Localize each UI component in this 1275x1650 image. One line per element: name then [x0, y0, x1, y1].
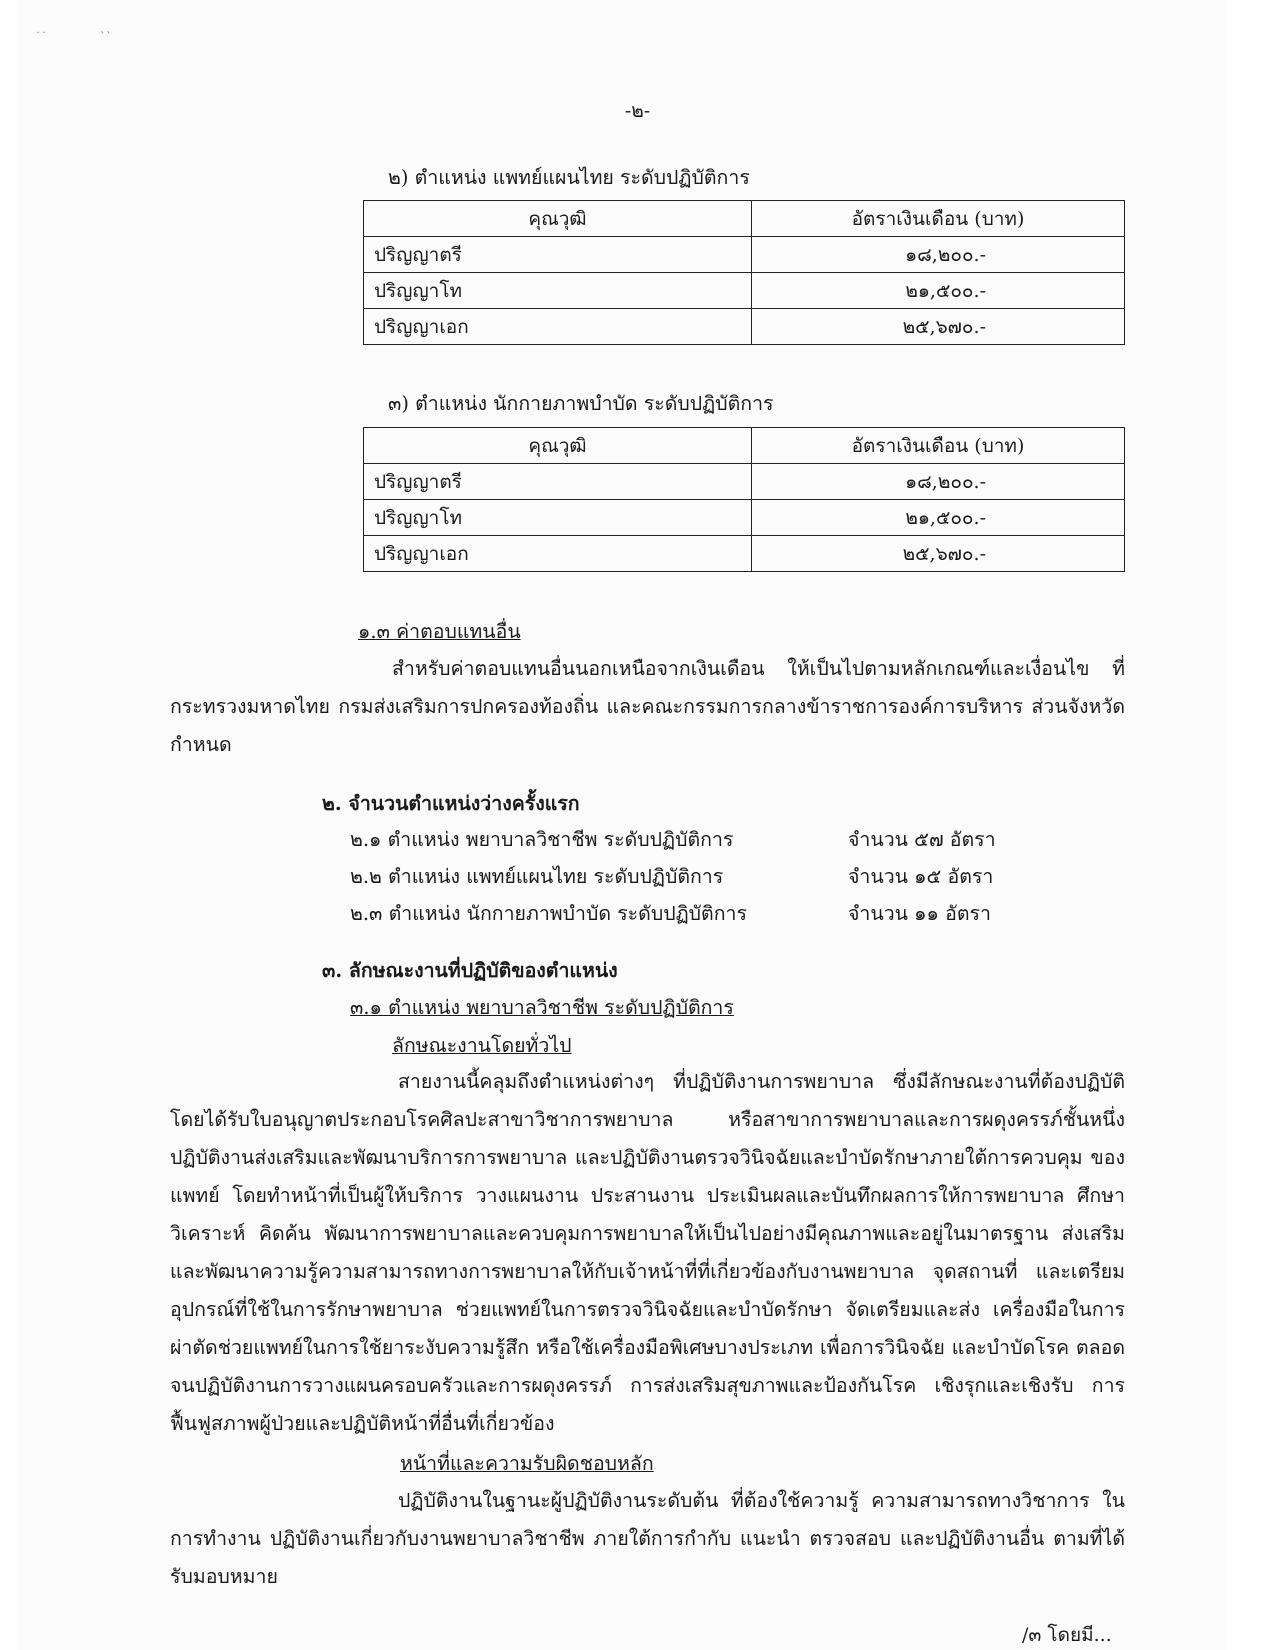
table-row — [364, 273, 1125, 309]
salary-table-thai-traditional-medicine — [363, 200, 1125, 345]
qualification-cell: ปริญญาโท — [364, 500, 752, 536]
table-row — [364, 500, 1125, 536]
table-header-row — [364, 201, 1125, 237]
qualification-cell: ปริญญาโท — [364, 273, 752, 309]
page-number: -๒- — [624, 100, 651, 122]
salary-cell: ๒๕,๖๗๐.- — [752, 536, 1125, 572]
salary-cell: ๒๑,๕๐๐.- — [752, 500, 1125, 536]
vacancy-count: จำนวน ๕๗ อัตรา — [848, 828, 996, 851]
vacancy-position: ๒.๓ ตำแหน่ง นักกายภาพบำบัด ระดับปฏิบัติการ — [350, 902, 747, 925]
heading-2: ๒. จำนวนตำแหน่งว่างครั้งแรก — [322, 792, 580, 815]
table-row — [364, 536, 1125, 572]
subheading-main-responsibilities: หน้าที่และความรับผิดชอบหลัก — [400, 1452, 654, 1475]
column-header-salary: อัตราเงินเดือน (บาท) — [752, 201, 1125, 237]
qualification-cell: ปริญญาเอก — [364, 536, 752, 572]
salary-cell: ๑๘,๒๐๐.- — [752, 237, 1125, 273]
paragraph-main-responsibilities — [170, 1482, 1125, 1596]
vacancy-position: ๒.๒ ตำแหน่ง แพทย์แผนไทย ระดับปฏิบัติการ — [350, 865, 724, 888]
scan-artifact: ˙˙ — [35, 30, 47, 44]
vacancy-count: จำนวน ๑๑ อัตรา — [848, 902, 991, 925]
qualification-cell: ปริญญาเอก — [364, 309, 752, 345]
column-header-qualification: คุณวุฒิ — [364, 428, 752, 464]
column-header-salary: อัตราเงินเดือน (บาท) — [752, 428, 1125, 464]
paragraph-text: ปฏิบัติงานในฐานะผู้ปฏิบัติงานระดับต้น ที่ต้องใช้ความรู้ ความสามารถทางวิชาการ ในการทำงาน ปฏิบัติงานเกี่ยวกับงานพยาบาลวิชาชีพ ภายใต้การกำกับ แนะนำ ตรวจสอบ และปฏิบัติงานอื่น ตามที่ได้รับมอบหมาย — [170, 1489, 1125, 1588]
table-row — [364, 464, 1125, 500]
section-3-title: ๓) ตำแหน่ง นักกายภาพบำบัด ระดับปฏิบัติการ — [388, 392, 774, 415]
paragraph-general-duties — [170, 1063, 1125, 1443]
table-row — [364, 309, 1125, 345]
scan-artifact: `` — [100, 30, 112, 44]
heading-1-3: ๑.๓ ค่าตอบแทนอื่น — [358, 620, 521, 643]
paragraph-text: สายงานนี้คลุมถึงตำแหน่งต่างๆ ที่ปฏิบัติงานการพยาบาล ซึ่งมีลักษณะงานที่ต้องปฏิบัติ โดยได้รับใบอนุญาตประกอบโรคศิลปะสาขาวิชาการพยาบาล หรือสาขาการพยาบาลและการผดุงครรภ์ชั้นหนึ่ง ปฏิบัติงานส่งเสริมและพัฒนาบริการการพยาบาล และปฏิบัติงานตรวจวินิจฉัยและบำบัดรักษาภายใต้การควบคุม ของแพทย์ โดยทำหน้าที่เป็นผู้ให้บริการ วางแผนงาน ประสานงาน ประเมินผลและบันทึกผลการให้การพยาบาล ศึกษา วิเคราะห์ คิดค้น พัฒนาการพยาบาลและควบคุมการพยาบาลให้เป็นไปอย่างมีคุณภาพและอยู่ในมาตรฐาน ส่งเสริมและพัฒนาความรู้ความสามารถทางการพยาบาลให้กับเจ้าหน้าที่ที่เกี่ยวข้องกับงานพยาบาล จุดสถานที่ และเตรียมอุปกรณ์ที่ใช้ในการรักษาพยาบาล ช่วยแพทย์ในการตรวจวินิจฉัยและบำบัดรักษา จัดเตรียมและส่ง เครื่องมือในการผ่าตัดช่วยแพทย์ในการใช้ยาระงับความรู้สึก หรือใช้เครื่องมือพิเศษบางประเภท เพื่อการวินิจฉัย และบำบัดโรค ตลอดจนปฏิบัติงานการวางแผนครอบครัวและการผดุงครรภ์ การส่งเสริมสุขภาพและป้องกันโรค เชิงรุกและเชิงรับ การฟื้นฟูสภาพผู้ป่วยและปฏิบัติหน้าที่อื่นที่เกี่ยวข้อง — [170, 1070, 1125, 1435]
paragraph-other-compensation — [170, 650, 1125, 764]
subheading-general-duties: ลักษณะงานโดยทั่วไป — [392, 1034, 572, 1057]
paragraph-text: สำหรับค่าตอบแทนอื่นนอกเหนือจากเงินเดือน ให้เป็นไปตามหลักเกณฑ์และเงื่อนไข ที่กระทรวงมหาดไทย กรมส่งเสริมการปกครองท้องถิ่น และคณะกรรมการกลางข้าราชการองค์การบริหาร ส่วนจังหวัด กำหนด — [170, 657, 1125, 756]
vacancy-position: ๒.๑ ตำแหน่ง พยาบาลวิชาชีพ ระดับปฏิบัติการ — [350, 828, 734, 851]
table-header-row — [364, 428, 1125, 464]
table-row — [364, 237, 1125, 273]
salary-cell: ๒๑,๕๐๐.- — [752, 273, 1125, 309]
salary-table-physical-therapist — [363, 427, 1125, 572]
continuation-footer: /๓ โดยมี... — [1022, 1624, 1112, 1646]
heading-3: ๓. ลักษณะงานที่ปฏิบัติของตำแหน่ง — [322, 959, 618, 982]
section-2-title: ๒) ตำแหน่ง แพทย์แผนไทย ระดับปฏิบัติการ — [388, 166, 750, 189]
salary-cell: ๑๘,๒๐๐.- — [752, 464, 1125, 500]
vacancy-count: จำนวน ๑๕ อัตรา — [848, 865, 994, 888]
qualification-cell: ปริญญาตรี — [364, 237, 752, 273]
qualification-cell: ปริญญาตรี — [364, 464, 752, 500]
column-header-qualification: คุณวุฒิ — [364, 201, 752, 237]
salary-cell: ๒๕,๖๗๐.- — [752, 309, 1125, 345]
heading-3-1: ๓.๑ ตำแหน่ง พยาบาลวิชาชีพ ระดับปฏิบัติการ — [350, 996, 734, 1019]
